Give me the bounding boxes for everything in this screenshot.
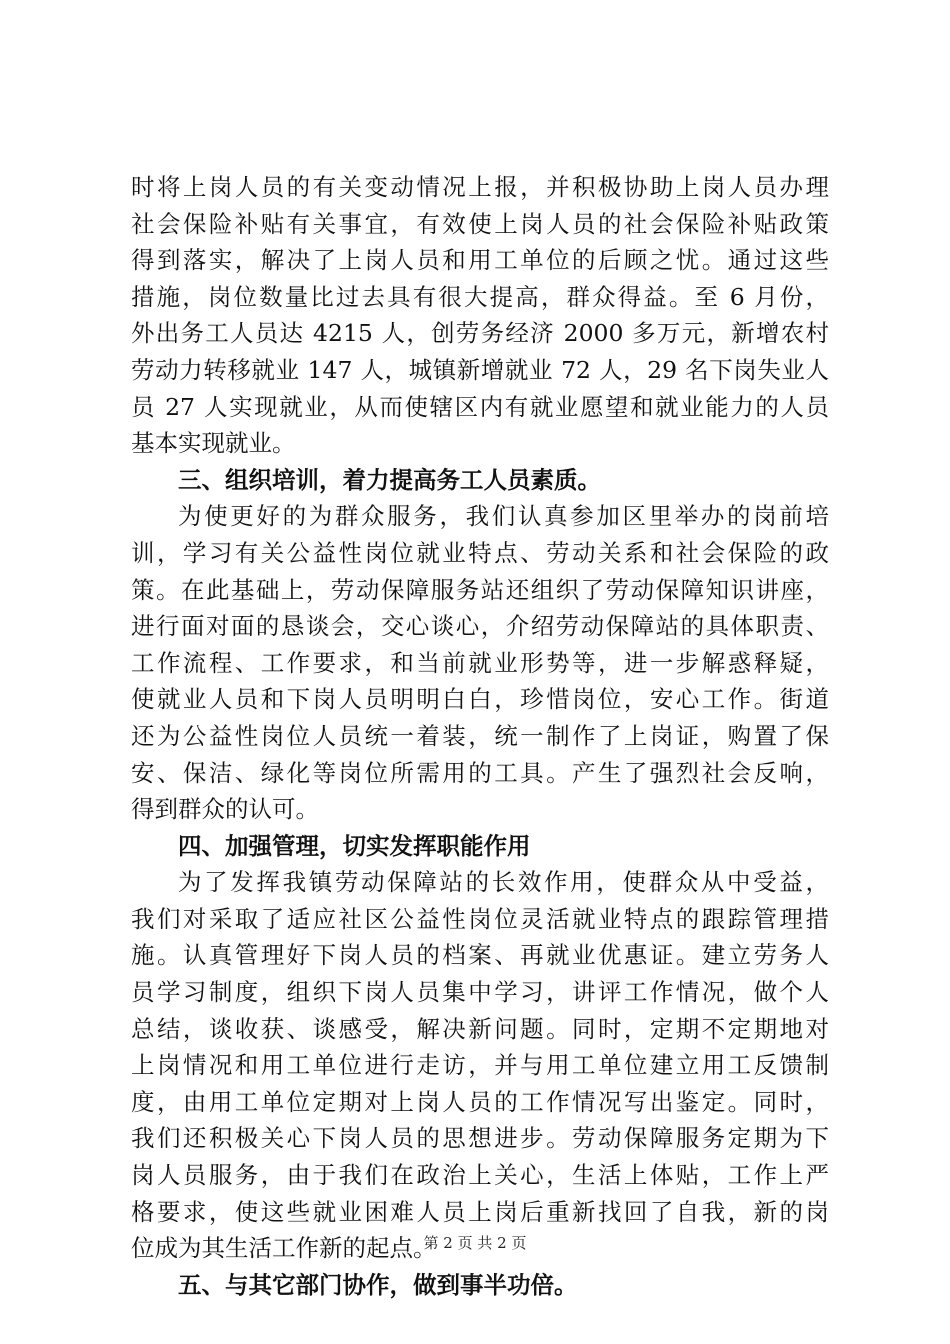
text-line: 格要求，使这些就业困难人员上岗后重新找回了自我，新的岗	[131, 1197, 829, 1226]
text-line: 为使更好的为群众服务，我们认真参加区里举办的岗前培	[178, 502, 829, 531]
text-line: 施。认真管理好下岗人员的档案、再就业优惠证。建立劳务人	[131, 941, 829, 970]
text-line: 我们还积极关心下岗人员的思想进步。劳动保障服务定期为下	[131, 1124, 829, 1153]
text-line: 策。在此基础上，劳动保障服务站还组织了劳动保障知识讲座，	[131, 575, 829, 604]
text-line: 得到群众的认可。	[131, 795, 319, 824]
text-line: 总结，谈收获、谈感受，解决新问题。同时，定期不定期地对	[131, 1014, 829, 1043]
document-body	[131, 169, 829, 1303]
text-line: 措施，岗位数量比过去具有很大提高，群众得益。至 6 月份，	[131, 282, 829, 311]
text-line: 外出务工人员达 4215 人，创劳务经济 2000 多万元，新增农村	[131, 319, 829, 348]
paragraph-4	[131, 864, 829, 1267]
text-line: 基本实现就业。	[131, 429, 296, 458]
paragraph-intro	[131, 169, 829, 462]
text-line: 上岗情况和用工单位进行走访，并与用工单位建立用工反馈制	[131, 1051, 829, 1080]
text-line: 进行面对面的恳谈会，交心谈心，介绍劳动保障站的具体职责、	[131, 612, 829, 641]
section-heading-3: 三、组织培训，着力提高务工人员素质。	[178, 465, 601, 494]
text-line: 还为公益性岗位人员统一着装，统一制作了上岗证，购置了保	[131, 721, 829, 750]
text-line: 为了发挥我镇劳动保障站的长效作用，使群众从中受益，	[178, 868, 829, 897]
text-line: 岗人员服务，由于我们在政治上关心，生活上体贴，工作上严	[131, 1161, 829, 1190]
text-line: 员 27 人实现就业，从而使辖区内有就业愿望和就业能力的人员	[131, 392, 829, 421]
text-line: 使就业人员和下岗人员明明白白，珍惜岗位，安心工作。街道	[131, 685, 829, 714]
text-line: 得到落实，解决了上岗人员和用工单位的后顾之忧。通过这些	[131, 246, 829, 275]
paragraph-3	[131, 498, 829, 827]
text-line: 员学习制度，组织下岗人员集中学习，讲评工作情况，做个人	[131, 978, 829, 1007]
text-line: 我们对采取了适应社区公益性岗位灵活就业特点的跟踪管理措	[131, 904, 829, 933]
text-line: 安、保洁、绿化等岗位所需用的工具。产生了强烈社会反响，	[131, 758, 829, 787]
section-heading-4: 四、加强管理，切实发挥职能作用	[178, 831, 531, 860]
page-footer: 第 2 页 共 2 页	[423, 1234, 527, 1252]
text-line: 工作流程、工作要求，和当前就业形势等，进一步解惑释疑，	[131, 648, 829, 677]
text-line: 时将上岗人员的有关变动情况上报，并积极协助上岗人员办理	[131, 173, 829, 201]
text-line: 社会保险补贴有关事宜，有效使上岗人员的社会保险补贴政策	[131, 209, 829, 238]
text-line: 位成为其生活工作新的起点。	[131, 1234, 437, 1263]
text-line: 训，学习有关公益性岗位就业特点、劳动关系和社会保险的政	[131, 538, 829, 567]
section-heading-5: 五、与其它部门协作，做到事半功倍。	[178, 1270, 578, 1299]
text-line: 度，由用工单位定期对上岗人员的工作情况写出鉴定。同时，	[131, 1087, 829, 1116]
text-line: 劳动力转移就业 147 人，城镇新增就业 72 人，29 名下岗失业人	[131, 355, 829, 384]
